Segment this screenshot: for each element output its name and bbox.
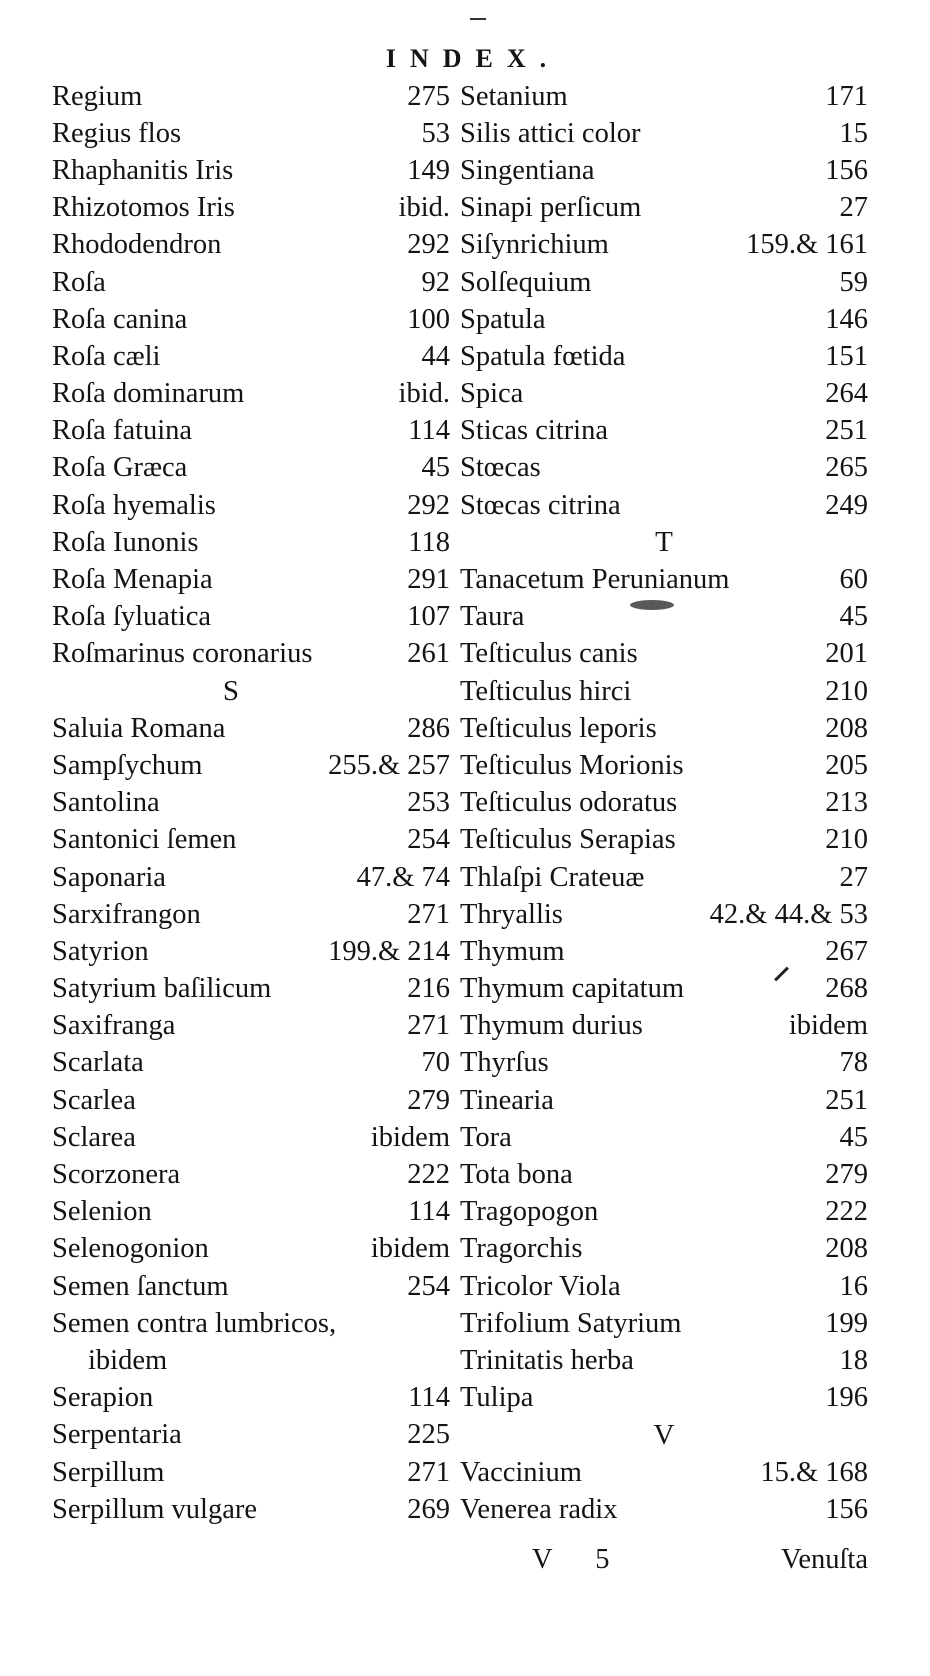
ink-smudge [630,600,674,610]
index-entry [460,971,868,1008]
entry-term: Tora [460,1121,512,1153]
page-title: INDEX. [385,44,561,73]
entry-page: 53 [421,117,450,149]
entry-term: Tricolor Viola [460,1270,621,1302]
entry-term: Rhizotomos Iris [52,192,235,224]
index-entry [52,599,450,636]
entry-term: Teſticulus odoratus [460,787,678,819]
entry-page: 271 [407,898,450,930]
entry-term: Roſa hyemalis [52,489,216,521]
entry-page: 254 [407,824,450,856]
index-entry [52,971,450,1008]
entry-page: 151 [825,340,868,372]
entry-term: Regius flos [52,117,182,149]
entry-page: 27 [839,192,868,224]
entry-term: Scarlata [52,1047,144,1079]
entry-page: 201 [825,638,868,670]
entry-page: 255.& 257 [328,749,450,781]
entry-term: Tanacetum Perunianum [460,564,730,596]
entry-page: 114 [408,1382,450,1414]
entry-page: 44 [421,340,450,372]
entry-page: ibid. [398,378,450,410]
index-entry [52,896,450,933]
index-entry [460,413,868,450]
entry-term: Satyrium baſilicum [52,973,272,1005]
index-entry [460,1194,868,1231]
entry-page: 70 [421,1047,450,1079]
entry-term: Roſmarinus coronarius [52,638,313,670]
entry-term: Trinitatis herba [460,1344,634,1376]
entry-term: Stœcas citrina [460,489,621,521]
entry-term: Serapion [52,1382,154,1414]
entry-term: Thryallis [460,898,563,930]
entry-term: Saluia Romana [52,712,226,744]
index-entry [52,487,450,524]
entry-term: Taura [460,601,525,633]
index-entry [52,413,450,450]
index-entry [460,896,868,933]
index-entry [52,1194,450,1231]
entry-term: Sinapi perſicum [460,192,642,224]
entry-term: Roſa Græca [52,452,188,484]
index-entry [52,1156,450,1193]
entry-page: ibidem [370,1233,450,1265]
entry-term: Selenion [52,1196,152,1228]
index-entry [52,78,450,115]
entry-page: 279 [407,1084,450,1116]
entry-term: Thymum [460,935,565,967]
entry-term: Saxifranga [52,1010,176,1042]
entry-term: Saponaria [52,861,166,893]
index-entry [52,1082,450,1119]
index-entry [52,338,450,375]
entry-term: Thymum capitatum [460,973,684,1005]
entry-term: Scorzonera [52,1159,181,1191]
index-entry [460,227,868,264]
index-entry [460,822,868,859]
entry-term: Setanium [460,80,568,112]
entry-page: 15.& 168 [760,1456,868,1488]
page-top-mark [470,18,486,20]
index-entry [52,152,450,189]
entry-page: 42.& 44.& 53 [709,898,868,930]
entry-term: Roſa cæli [52,340,161,372]
entry-term: Sclarea [52,1121,136,1153]
index-entry [460,933,868,970]
index-entry [52,785,450,822]
entry-page: 271 [407,1456,450,1488]
entry-term: Roſa Iunonis [52,526,199,558]
index-entry [460,487,868,524]
index-column-right [460,78,868,1528]
section-letter: V [653,1418,675,1451]
entry-page: 59 [839,266,868,298]
entry-term: Roſa ſyluatica [52,601,212,633]
entry-page: 292 [407,489,450,521]
entry-term: Silis attici color [460,117,641,149]
index-column-left [52,78,450,1528]
entry-term: Rhododendron [52,229,222,261]
entry-page: 216 [407,973,450,1005]
entry-term: Teſticulus Morionis [460,749,684,781]
index-entry [460,859,868,896]
entry-term: Thlaſpi Crateuæ [460,861,645,893]
entry-page: 15 [839,117,868,149]
index-entry [460,376,868,413]
entry-page: 261 [407,638,450,670]
entry-term: Roſa dominarum [52,378,245,410]
entry-term: Sarxifrangon [52,898,201,930]
index-entry [52,636,450,673]
entry-page: 279 [825,1159,868,1191]
entry-page: 114 [408,415,450,447]
index-entry [460,1305,868,1342]
index-entry [52,264,450,301]
entry-page: 199.& 214 [328,935,450,967]
entry-term: Regium [52,80,143,112]
index-entry [52,859,450,896]
entry-term: Thyrſus [460,1047,549,1079]
entry-page: 254 [407,1270,450,1302]
index-entry [460,1082,868,1119]
index-entry [460,1491,868,1528]
entry-term: Roſa Menapia [52,564,213,596]
index-entry [460,710,868,747]
entry-page: ibidem [370,1121,450,1153]
entry-term: Tota bona [460,1159,573,1191]
entry-term: Satyrion [52,935,149,967]
entry-term: Roſa fatuina [52,415,193,447]
entry-page: 253 [407,787,450,819]
index-entry [52,1268,450,1305]
entry-term: Serpillum vulgare [52,1493,257,1525]
index-entry [52,1454,450,1491]
section-letter: T [655,526,673,559]
entry-page: 251 [825,415,868,447]
index-entry [52,1342,450,1379]
section-heading [52,673,450,710]
entry-term: Semen ſanctum [52,1270,229,1302]
entry-page: 118 [408,526,450,558]
entry-page: 269 [407,1493,450,1525]
index-entry [460,785,868,822]
index-entry [52,1491,450,1528]
entry-page: 222 [825,1196,868,1228]
index-entry [460,1380,868,1417]
index-entry [460,1268,868,1305]
entry-term: Tulipa [460,1382,534,1414]
index-entry [460,450,868,487]
entry-term: Venerea radix [460,1493,618,1525]
index-entry [460,1008,868,1045]
entry-page: 18 [839,1344,868,1376]
index-entry [52,710,450,747]
entry-page: 159.& 161 [746,229,868,261]
index-entry [52,1417,450,1454]
entry-term: Roſa canina [52,303,188,335]
entry-page: 222 [407,1159,450,1191]
entry-page: 249 [825,489,868,521]
index-entry [460,1045,868,1082]
index-entry [460,1454,868,1491]
index-entry [52,1305,450,1342]
index-entry [460,1156,868,1193]
entry-page: 78 [839,1047,868,1079]
entry-term: Siſynrichium [460,229,609,261]
section-heading [460,1417,868,1454]
section-letter: S [222,675,240,708]
entry-page: 267 [825,935,868,967]
entry-page: 210 [825,824,868,856]
entry-term: ibidem [88,1344,168,1376]
entry-page: 208 [825,1233,868,1265]
index-entry [52,1008,450,1045]
index-entry [52,933,450,970]
section-heading [460,524,868,561]
index-entry [460,561,868,598]
index-entry [460,673,868,710]
index-entry [52,227,450,264]
index-entry [460,190,868,227]
index-entry [460,1119,868,1156]
index-entry [460,747,868,784]
index-entry [52,1119,450,1156]
entry-term: Santonici ſemen [52,824,237,856]
entry-page: 208 [825,712,868,744]
entry-page: 291 [407,564,450,596]
entry-page: 265 [825,452,868,484]
entry-page: 149 [407,154,450,186]
entry-page: 213 [825,787,868,819]
entry-term: Teſticulus hirci [460,675,632,707]
entry-page: 225 [407,1419,450,1451]
entry-term: Singentiana [460,154,595,186]
catchword: Venuſta [780,1544,868,1575]
entry-page: 292 [407,229,450,261]
index-entry [52,747,450,784]
entry-term: Stœcas [460,452,541,484]
index-entry [52,450,450,487]
entry-page: 60 [839,564,868,596]
index-entry [460,338,868,375]
entry-term: Vaccinium [460,1456,582,1488]
index-entry [460,301,868,338]
entry-page: 205 [825,749,868,781]
index-entry [460,264,868,301]
entry-page: 47.& 74 [356,861,450,893]
index-entry [460,115,868,152]
entry-term: Spica [460,378,524,410]
entry-term: Spatula [460,303,546,335]
entry-term: Santolina [52,787,160,819]
index-entry [460,636,868,673]
index-entry [52,376,450,413]
entry-term: Teſticulus leporis [460,712,657,744]
entry-term: Teſticulus canis [460,638,638,670]
index-entry [52,561,450,598]
entry-term: Sticas citrina [460,415,608,447]
entry-term: Serpillum [52,1456,165,1488]
entry-page: 107 [407,601,450,633]
entry-page: 146 [825,303,868,335]
entry-page: 100 [407,303,450,335]
entry-term: Selenogonion [52,1233,209,1265]
entry-page: 251 [825,1084,868,1116]
page-footer [460,1544,868,1580]
index-entry [52,822,450,859]
entry-term: Semen contra lumbricos, [52,1307,337,1339]
entry-page: 268 [825,973,868,1005]
entry-page: 92 [421,266,450,298]
entry-term: Spatula fœtida [460,340,626,372]
entry-term: Solſequium [460,266,592,298]
entry-page: 210 [825,675,868,707]
index-entry [52,115,450,152]
index-entry [52,1045,450,1082]
entry-term: Rhaphanitis Iris [52,154,234,186]
entry-page: 27 [839,861,868,893]
entry-page: 114 [408,1196,450,1228]
entry-page: 156 [825,154,868,186]
entry-term: Trifolium Satyrium [460,1307,682,1339]
index-entry [460,1342,868,1379]
entry-page: 271 [407,1010,450,1042]
index-entry [52,524,450,561]
index-entry [52,190,450,227]
entry-page: 286 [407,712,450,744]
entry-term: Roſa [52,266,106,298]
entry-term: Sampſychum [52,749,203,781]
entry-page: 45 [839,601,868,633]
entry-page: ibidem [788,1010,868,1042]
entry-page: 45 [421,452,450,484]
entry-term: Tinearia [460,1084,554,1116]
index-entry [52,1380,450,1417]
index-entry [52,301,450,338]
entry-page: 264 [825,378,868,410]
entry-term: Tragorchis [460,1233,583,1265]
index-entry [460,1231,868,1268]
index-entry [52,1231,450,1268]
entry-page: 45 [839,1121,868,1153]
entry-term: Tragopogon [460,1196,599,1228]
index-entry [460,78,868,115]
entry-term: Serpentaria [52,1419,182,1451]
entry-page: ibid. [398,192,450,224]
entry-page: 199 [825,1307,868,1339]
entry-term: Teſticulus Serapias [460,824,676,856]
entry-page: 171 [825,80,868,112]
entry-page: 16 [839,1270,868,1302]
entry-page: 196 [825,1382,868,1414]
entry-term: Scarlea [52,1084,136,1116]
signature-mark: V 5 [532,1544,628,1575]
index-entry [460,152,868,189]
entry-term: Thymum durius [460,1010,643,1042]
entry-page: 156 [825,1493,868,1525]
entry-page: 275 [407,80,450,112]
